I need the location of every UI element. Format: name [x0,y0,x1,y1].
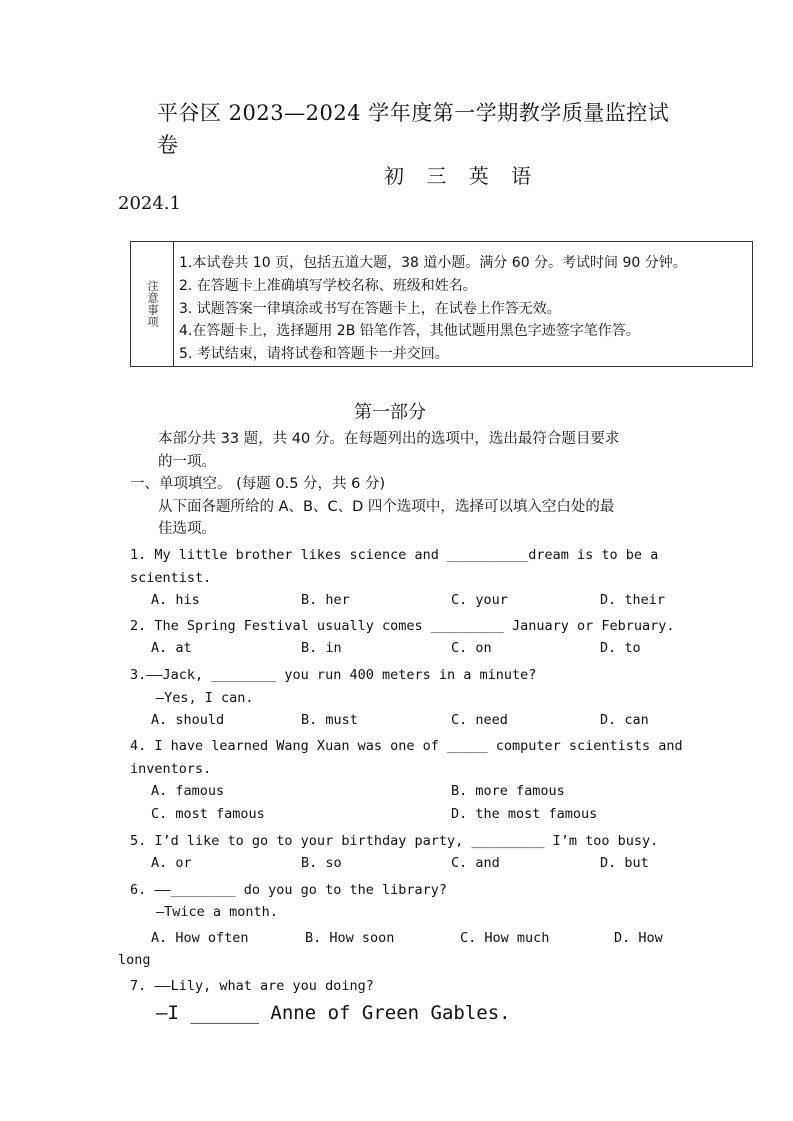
section1-instruction-line2: 佳选项。 [158,521,216,537]
question-4-option-a: A. famous [151,783,225,799]
notice-item-3: 3. 试题答案一律填涂或书写在答题卡上，在试卷上作答无效。 [179,301,561,317]
question-1-option-c: C. your [451,592,508,608]
question-6-option-d-cont: long [118,952,151,968]
question-1-option-d: D. their [600,592,666,608]
question-4-stem: 4. I have learned Wang Xuan was one of _____ computer scientists and [130,738,683,754]
question-6-option-b: B. How soon [305,930,395,946]
exam-date: 2024.1 [118,193,181,214]
exam-title-line1: 平谷区 2023—2024 学年度第一学期教学质量监控试 [157,101,670,125]
question-5-option-d: D. but [600,855,649,871]
part-intro-line1: 本部分共 33 题，共 40 分。在每题列出的选项中，选出最符合题目要求 [158,431,620,447]
question-6-stem: 6. ——________ do you go to the library? [130,882,447,898]
question-6-option-c: C. How much [460,930,550,946]
question-3-option-b: B. must [301,712,358,728]
question-1-stem-cont: scientist. [130,570,212,586]
notice-item-1: 1.本试卷共 10 页，包括五道大题，38 道小题。满分 60 分。考试时间 90 分钟。 [179,255,687,271]
question-1-option-a: A. his [151,592,200,608]
section1-heading: 一、单项填空。 (每题 0.5 分，共 6 分) [130,476,386,492]
question-7-answer-line: —I ______ Anne of Green Gables. [156,1002,511,1024]
notice-label-cell [131,242,174,366]
notice-label: 注意事项 [146,280,159,328]
question-5-option-b: B. so [301,855,342,871]
question-5-option-c: C. and [451,855,500,871]
question-4-option-b: B. more famous [451,783,565,799]
notice-item-2: 2. 在答题卡上准确填写学校名称、班级和姓名。 [179,278,477,294]
exam-title-line2: 卷 [157,133,179,157]
question-5-option-a: A. or [151,855,192,871]
question-3-answer-line: —Yes, I can. [156,690,254,706]
question-4-option-d: D. the most famous [451,806,598,822]
question-3-option-c: C. need [451,712,508,728]
part-intro-line2: 的一项。 [158,454,216,470]
question-6-option-a: A. How often [151,930,249,946]
question-2-option-c: C. on [451,640,492,656]
exam-subject: 初 三 英 语 [384,164,540,188]
question-3-stem: 3.——Jack, ________ you run 400 meters in a minute? [130,667,537,683]
question-2-option-b: B. in [301,640,342,656]
question-1-stem: 1. My little brother likes science and __________dream is to be a [130,547,659,563]
question-2-stem: 2. The Spring Festival usually comes _________ January or February. [130,618,675,634]
question-2-option-d: D. to [600,640,641,656]
section1-instruction-line1: 从下面各题所给的 A、B、C、D 四个选项中，选择可以填入空白处的最 [158,499,615,515]
notice-item-5: 5. 考试结束，请将试卷和答题卡一并交回。 [179,346,449,362]
question-3-option-d: D. can [600,712,649,728]
question-4-stem-cont: inventors. [130,761,212,777]
question-6-answer-line: —Twice a month. [156,904,278,920]
part-title: 第一部分 [354,402,426,423]
question-6-option-d: D. How [614,930,663,946]
question-1-option-b: B. her [301,592,350,608]
question-3-option-a: A. should [151,712,225,728]
question-4-option-c: C. most famous [151,806,265,822]
question-2-option-a: A. at [151,640,192,656]
notice-box [130,241,753,367]
notice-item-4: 4.在答题卡上，选择题用 2B 铅笔作答，其他试题用黑色字迹签字笔作答。 [179,323,640,339]
question-5-stem: 5. I’d like to go to your birthday party, _________ I’m too busy. [130,833,659,849]
question-7-stem: 7. ——Lily, what are you doing? [130,978,374,994]
